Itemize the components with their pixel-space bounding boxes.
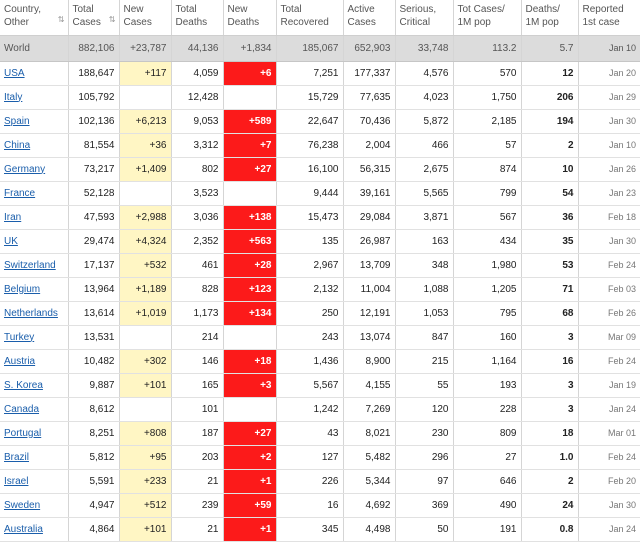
new-deaths-cell: +3 (223, 373, 276, 397)
total-deaths-cell: 828 (171, 277, 223, 301)
active-cases-cell: 5,482 (343, 445, 395, 469)
total-recovered-cell: 2,132 (276, 277, 343, 301)
reported-first-case-cell: Feb 18 (578, 205, 640, 229)
serious-critical-cell: 215 (395, 349, 453, 373)
active-cases-cell: 2,004 (343, 133, 395, 157)
header-label-line: Deaths (175, 16, 208, 28)
serious-critical-cell: 1,053 (395, 301, 453, 325)
country-cell[interactable]: France (0, 181, 68, 205)
serious-critical-cell: 369 (395, 493, 453, 517)
tot-cases-per-1m-cell: 191 (453, 517, 521, 541)
serious-critical-cell: 163 (395, 229, 453, 253)
active-cases-cell: 177,337 (343, 61, 395, 85)
total-recovered-cell: 226 (276, 469, 343, 493)
deaths-per-1m-cell: 3 (521, 373, 578, 397)
reported-first-case-cell: Feb 24 (578, 253, 640, 277)
table-row (0, 277, 640, 301)
active-cases-cell: 4,498 (343, 517, 395, 541)
total-deaths-cell: 187 (171, 421, 223, 445)
table-row (0, 325, 640, 349)
total-deaths-cell: 44,136 (171, 35, 223, 61)
header-deaths-per-1m[interactable] (521, 0, 578, 35)
new-cases-cell: +101 (119, 517, 171, 541)
new-cases-cell: +117 (119, 61, 171, 85)
new-cases-cell: +36 (119, 133, 171, 157)
active-cases-cell: 13,074 (343, 325, 395, 349)
country-cell[interactable]: Spain (0, 109, 68, 133)
header-label-line: Serious, (399, 4, 437, 15)
header-label-line: Total (72, 4, 94, 15)
new-cases-cell: +808 (119, 421, 171, 445)
tot-cases-per-1m-cell: 567 (453, 205, 521, 229)
tot-cases-per-1m-cell: 57 (453, 133, 521, 157)
deaths-per-1m-cell: 206 (521, 85, 578, 109)
serious-critical-cell: 2,675 (395, 157, 453, 181)
total-deaths-cell: 4,059 (171, 61, 223, 85)
tot-cases-per-1m-cell: 1,980 (453, 253, 521, 277)
active-cases-cell: 4,155 (343, 373, 395, 397)
active-cases-cell: 8,900 (343, 349, 395, 373)
header-active-cases[interactable] (343, 0, 395, 35)
table-header-row (0, 0, 640, 35)
country-cell: World (0, 35, 68, 61)
total-cases-cell: 52,128 (68, 181, 119, 205)
serious-critical-cell: 296 (395, 445, 453, 469)
serious-critical-cell: 348 (395, 253, 453, 277)
header-label-line: Reported (582, 4, 624, 15)
country-cell[interactable]: Germany (0, 157, 68, 181)
new-cases-cell: +4,324 (119, 229, 171, 253)
total-recovered-cell: 15,473 (276, 205, 343, 229)
total-recovered-cell: 135 (276, 229, 343, 253)
total-recovered-cell: 15,729 (276, 85, 343, 109)
total-cases-cell: 8,612 (68, 397, 119, 421)
total-recovered-cell: 345 (276, 517, 343, 541)
table-row (0, 253, 640, 277)
total-recovered-cell: 127 (276, 445, 343, 469)
reported-first-case-cell: Jan 30 (578, 109, 640, 133)
serious-critical-cell: 1,088 (395, 277, 453, 301)
new-deaths-cell (223, 325, 276, 349)
active-cases-cell: 652,903 (343, 35, 395, 61)
reported-first-case-cell: Feb 26 (578, 301, 640, 325)
serious-critical-cell: 97 (395, 469, 453, 493)
tot-cases-per-1m-cell: 228 (453, 397, 521, 421)
total-recovered-cell: 7,251 (276, 61, 343, 85)
header-label-line: Other (4, 16, 30, 28)
table-row (0, 469, 640, 493)
tot-cases-per-1m-cell: 490 (453, 493, 521, 517)
serious-critical-cell: 4,576 (395, 61, 453, 85)
total-cases-cell: 105,792 (68, 85, 119, 109)
total-recovered-cell: 2,967 (276, 253, 343, 277)
total-cases-cell: 102,136 (68, 109, 119, 133)
total-cases-cell: 17,137 (68, 253, 119, 277)
serious-critical-cell: 847 (395, 325, 453, 349)
reported-first-case-cell: Jan 10 (578, 133, 640, 157)
total-deaths-cell: 461 (171, 253, 223, 277)
total-recovered-cell: 1,436 (276, 349, 343, 373)
total-recovered-cell: 43 (276, 421, 343, 445)
sort-arrows-icon[interactable]: ⇅ (108, 15, 116, 24)
header-label-line: Cases (123, 16, 152, 28)
deaths-per-1m-cell: 35 (521, 229, 578, 253)
total-cases-cell: 10,482 (68, 349, 119, 373)
total-deaths-cell: 3,036 (171, 205, 223, 229)
tot-cases-per-1m-cell: 795 (453, 301, 521, 325)
header-label-line: Critical (399, 16, 431, 28)
table-row (0, 133, 640, 157)
total-deaths-cell: 3,523 (171, 181, 223, 205)
deaths-per-1m-cell: 36 (521, 205, 578, 229)
active-cases-cell: 13,709 (343, 253, 395, 277)
country-cell[interactable]: S. Korea (0, 373, 68, 397)
tot-cases-per-1m-cell: 1,205 (453, 277, 521, 301)
total-cases-cell: 13,964 (68, 277, 119, 301)
new-cases-cell (119, 85, 171, 109)
new-cases-cell: +1,019 (119, 301, 171, 325)
header-label-line: Total (280, 4, 302, 15)
serious-critical-cell: 55 (395, 373, 453, 397)
new-cases-cell: +532 (119, 253, 171, 277)
header-reported-first-case[interactable] (578, 0, 640, 35)
country-cell[interactable]: Belgium (0, 277, 68, 301)
tot-cases-per-1m-cell: 27 (453, 445, 521, 469)
new-cases-cell (119, 181, 171, 205)
country-cell[interactable]: UK (0, 229, 68, 253)
new-cases-cell: +2,988 (119, 205, 171, 229)
new-deaths-cell: +563 (223, 229, 276, 253)
tot-cases-per-1m-cell: 434 (453, 229, 521, 253)
new-cases-cell: +1,409 (119, 157, 171, 181)
total-deaths-cell: 21 (171, 517, 223, 541)
total-cases-cell: 5,591 (68, 469, 119, 493)
serious-critical-cell: 230 (395, 421, 453, 445)
new-deaths-cell (223, 397, 276, 421)
total-deaths-cell: 9,053 (171, 109, 223, 133)
new-deaths-cell: +1,834 (223, 35, 276, 61)
new-deaths-cell: +589 (223, 109, 276, 133)
deaths-per-1m-cell: 10 (521, 157, 578, 181)
header-label-line: Cases (347, 16, 376, 28)
reported-first-case-cell: Feb 24 (578, 349, 640, 373)
new-cases-cell (119, 397, 171, 421)
serious-critical-cell: 3,871 (395, 205, 453, 229)
total-deaths-cell: 1,173 (171, 301, 223, 325)
new-cases-cell: +233 (119, 469, 171, 493)
new-deaths-cell: +28 (223, 253, 276, 277)
new-deaths-cell (223, 85, 276, 109)
active-cases-cell: 12,191 (343, 301, 395, 325)
tot-cases-per-1m-cell: 809 (453, 421, 521, 445)
total-recovered-cell: 16 (276, 493, 343, 517)
header-total-cases[interactable] (68, 0, 119, 35)
new-deaths-cell: +18 (223, 349, 276, 373)
active-cases-cell: 77,635 (343, 85, 395, 109)
active-cases-cell: 39,161 (343, 181, 395, 205)
header-new-cases[interactable] (119, 0, 171, 35)
new-deaths-cell: +27 (223, 421, 276, 445)
total-deaths-cell: 101 (171, 397, 223, 421)
reported-first-case-cell: Jan 29 (578, 85, 640, 109)
deaths-per-1m-cell: 1.0 (521, 445, 578, 469)
table-row (0, 181, 640, 205)
tot-cases-per-1m-cell: 1,164 (453, 349, 521, 373)
new-deaths-cell: +1 (223, 469, 276, 493)
total-deaths-cell: 203 (171, 445, 223, 469)
new-deaths-cell: +27 (223, 157, 276, 181)
header-label-line: 1M pop (525, 16, 559, 28)
reported-first-case-cell: Feb 24 (578, 445, 640, 469)
active-cases-cell: 26,987 (343, 229, 395, 253)
deaths-per-1m-cell: 71 (521, 277, 578, 301)
new-deaths-cell: +138 (223, 205, 276, 229)
country-cell[interactable]: Switzerland (0, 253, 68, 277)
new-cases-cell: +1,189 (119, 277, 171, 301)
table-row (0, 397, 640, 421)
reported-first-case-cell: Jan 26 (578, 157, 640, 181)
country-cell[interactable]: Netherlands (0, 301, 68, 325)
new-cases-cell: +23,787 (119, 35, 171, 61)
reported-first-case-cell: Jan 10 (578, 35, 640, 61)
table-body (0, 35, 640, 541)
header-label-line: Recovered (280, 16, 329, 28)
serious-critical-cell: 4,023 (395, 85, 453, 109)
table-row (0, 301, 640, 325)
country-cell[interactable]: Iran (0, 205, 68, 229)
new-cases-cell: +101 (119, 373, 171, 397)
reported-first-case-cell: Feb 03 (578, 277, 640, 301)
header-label-line: Active (347, 4, 375, 15)
deaths-per-1m-cell: 2 (521, 469, 578, 493)
total-deaths-cell: 146 (171, 349, 223, 373)
new-deaths-cell: +123 (223, 277, 276, 301)
country-cell[interactable]: Sweden (0, 493, 68, 517)
total-cases-cell: 29,474 (68, 229, 119, 253)
serious-critical-cell: 120 (395, 397, 453, 421)
country-cell[interactable]: USA (0, 61, 68, 85)
table-row (0, 349, 640, 373)
sort-arrows-icon[interactable]: ⇅ (57, 15, 65, 24)
total-deaths-cell: 3,312 (171, 133, 223, 157)
header-label-line: New (123, 4, 144, 15)
total-cases-cell: 81,554 (68, 133, 119, 157)
serious-critical-cell: 466 (395, 133, 453, 157)
header-label-line: Country, (4, 4, 42, 15)
total-recovered-cell: 250 (276, 301, 343, 325)
reported-first-case-cell: Jan 24 (578, 517, 640, 541)
table-row (0, 373, 640, 397)
header-label-line: New (227, 4, 248, 15)
new-cases-cell (119, 325, 171, 349)
new-deaths-cell (223, 181, 276, 205)
total-deaths-cell: 21 (171, 469, 223, 493)
total-deaths-cell: 802 (171, 157, 223, 181)
total-recovered-cell: 243 (276, 325, 343, 349)
total-cases-cell: 5,812 (68, 445, 119, 469)
table-row (0, 157, 640, 181)
total-recovered-cell: 9,444 (276, 181, 343, 205)
new-cases-cell: +95 (119, 445, 171, 469)
header-total-recovered[interactable] (276, 0, 343, 35)
reported-first-case-cell: Mar 09 (578, 325, 640, 349)
total-cases-cell: 8,251 (68, 421, 119, 445)
new-cases-cell: +6,213 (119, 109, 171, 133)
reported-first-case-cell: Jan 19 (578, 373, 640, 397)
deaths-per-1m-cell: 53 (521, 253, 578, 277)
new-deaths-cell: +7 (223, 133, 276, 157)
table-row (0, 229, 640, 253)
header-label-line: Cases (72, 16, 101, 28)
reported-first-case-cell: Feb 20 (578, 469, 640, 493)
country-cell[interactable]: Italy (0, 85, 68, 109)
reported-first-case-cell: Jan 24 (578, 397, 640, 421)
deaths-per-1m-cell: 18 (521, 421, 578, 445)
deaths-per-1m-cell: 0.8 (521, 517, 578, 541)
tot-cases-per-1m-cell: 2,185 (453, 109, 521, 133)
total-deaths-cell: 165 (171, 373, 223, 397)
active-cases-cell: 29,084 (343, 205, 395, 229)
new-cases-cell: +302 (119, 349, 171, 373)
active-cases-cell: 7,269 (343, 397, 395, 421)
country-cell[interactable]: Israel (0, 469, 68, 493)
tot-cases-per-1m-cell: 160 (453, 325, 521, 349)
table-row (0, 109, 640, 133)
country-cell[interactable]: China (0, 133, 68, 157)
tot-cases-per-1m-cell: 646 (453, 469, 521, 493)
tot-cases-per-1m-cell: 799 (453, 181, 521, 205)
reported-first-case-cell: Jan 30 (578, 229, 640, 253)
serious-critical-cell: 33,748 (395, 35, 453, 61)
country-cell[interactable]: Australia (0, 517, 68, 541)
new-cases-cell: +512 (119, 493, 171, 517)
header-country[interactable] (0, 0, 68, 35)
total-deaths-cell: 214 (171, 325, 223, 349)
deaths-per-1m-cell: 194 (521, 109, 578, 133)
country-cell[interactable]: Brazil (0, 445, 68, 469)
table-row (0, 493, 640, 517)
country-cell[interactable]: Portugal (0, 421, 68, 445)
table-row (0, 205, 640, 229)
total-cases-cell: 4,864 (68, 517, 119, 541)
total-deaths-cell: 12,428 (171, 85, 223, 109)
tot-cases-per-1m-cell: 113.2 (453, 35, 521, 61)
new-deaths-cell: +6 (223, 61, 276, 85)
reported-first-case-cell: Jan 30 (578, 493, 640, 517)
new-deaths-cell: +1 (223, 517, 276, 541)
active-cases-cell: 70,436 (343, 109, 395, 133)
active-cases-cell: 8,021 (343, 421, 395, 445)
new-deaths-cell: +2 (223, 445, 276, 469)
country-cell[interactable]: Austria (0, 349, 68, 373)
tot-cases-per-1m-cell: 874 (453, 157, 521, 181)
deaths-per-1m-cell: 24 (521, 493, 578, 517)
total-recovered-cell: 16,100 (276, 157, 343, 181)
header-label-line: Tot Cases/ (457, 4, 505, 15)
header-label-line: Deaths (227, 16, 260, 28)
total-deaths-cell: 2,352 (171, 229, 223, 253)
country-cell[interactable]: Turkey (0, 325, 68, 349)
deaths-per-1m-cell: 3 (521, 397, 578, 421)
table-row (0, 61, 640, 85)
total-recovered-cell: 185,067 (276, 35, 343, 61)
reported-first-case-cell: Jan 20 (578, 61, 640, 85)
total-deaths-cell: 239 (171, 493, 223, 517)
header-label-line: 1M pop (457, 16, 491, 28)
header-tot-cases-per-1m[interactable] (453, 0, 521, 35)
header-total-deaths[interactable] (171, 0, 223, 35)
active-cases-cell: 11,004 (343, 277, 395, 301)
deaths-per-1m-cell: 68 (521, 301, 578, 325)
total-cases-cell: 47,593 (68, 205, 119, 229)
header-label-line: Total (175, 4, 197, 15)
world-total-row (0, 35, 640, 61)
tot-cases-per-1m-cell: 570 (453, 61, 521, 85)
deaths-per-1m-cell: 2 (521, 133, 578, 157)
serious-critical-cell: 5,872 (395, 109, 453, 133)
active-cases-cell: 4,692 (343, 493, 395, 517)
serious-critical-cell: 50 (395, 517, 453, 541)
table-row (0, 85, 640, 109)
total-recovered-cell: 22,647 (276, 109, 343, 133)
deaths-per-1m-cell: 12 (521, 61, 578, 85)
header-new-deaths[interactable] (223, 0, 276, 35)
header-label-line: Deaths/ (525, 4, 560, 15)
table-row (0, 445, 640, 469)
total-cases-cell: 4,947 (68, 493, 119, 517)
new-deaths-cell: +134 (223, 301, 276, 325)
total-recovered-cell: 5,567 (276, 373, 343, 397)
new-deaths-cell: +59 (223, 493, 276, 517)
table-row (0, 517, 640, 541)
total-cases-cell: 13,614 (68, 301, 119, 325)
active-cases-cell: 5,344 (343, 469, 395, 493)
reported-first-case-cell: Mar 01 (578, 421, 640, 445)
deaths-per-1m-cell: 5.7 (521, 35, 578, 61)
table-row (0, 421, 640, 445)
deaths-per-1m-cell: 54 (521, 181, 578, 205)
total-recovered-cell: 76,238 (276, 133, 343, 157)
total-cases-cell: 13,531 (68, 325, 119, 349)
total-recovered-cell: 1,242 (276, 397, 343, 421)
header-label-line: 1st case (582, 16, 620, 28)
deaths-per-1m-cell: 16 (521, 349, 578, 373)
total-cases-cell: 9,887 (68, 373, 119, 397)
total-cases-cell: 882,106 (68, 35, 119, 61)
total-cases-cell: 188,647 (68, 61, 119, 85)
total-cases-cell: 73,217 (68, 157, 119, 181)
active-cases-cell: 56,315 (343, 157, 395, 181)
serious-critical-cell: 5,565 (395, 181, 453, 205)
tot-cases-per-1m-cell: 1,750 (453, 85, 521, 109)
deaths-per-1m-cell: 3 (521, 325, 578, 349)
country-cell[interactable]: Canada (0, 397, 68, 421)
header-serious-critical[interactable] (395, 0, 453, 35)
tot-cases-per-1m-cell: 193 (453, 373, 521, 397)
reported-first-case-cell: Jan 23 (578, 181, 640, 205)
